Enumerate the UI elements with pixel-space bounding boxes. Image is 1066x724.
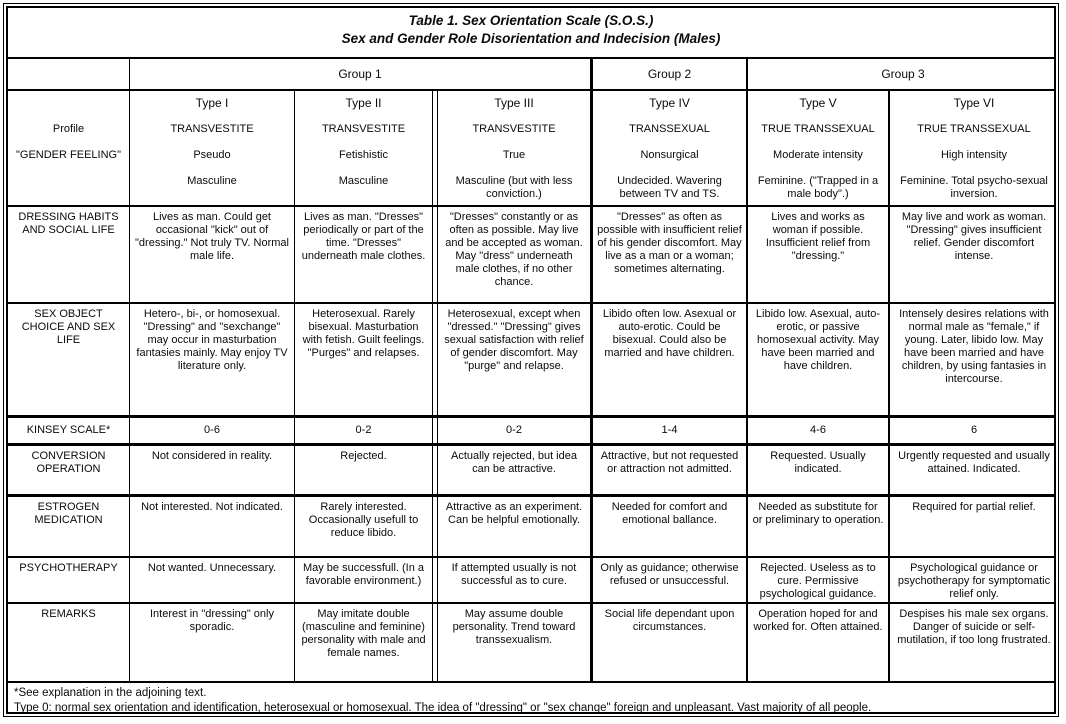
psychotherapy-row bbox=[8, 558, 1054, 604]
type-heading: Type IV bbox=[649, 96, 690, 110]
cell-type-1: Not interested. Not indicated. bbox=[130, 497, 295, 556]
type-category: TRANSSEXUAL bbox=[629, 123, 710, 135]
cell-type-5: Rejected. Useless as to cure. Permissive psychological guidance. bbox=[748, 558, 890, 602]
kinsey-scale-row bbox=[8, 418, 1054, 446]
cell-type-6: Psychological guidance or psychotherapy for symptomatic relief only. bbox=[897, 562, 1051, 600]
type-subtype: Pseudo bbox=[193, 149, 231, 161]
cell-type-2: May imitate double (masculine and feminine) personality with male and female names. bbox=[295, 604, 433, 681]
cell-type-5: Operation hoped for and worked for. Often attained. bbox=[748, 604, 890, 681]
type-subtype: Nonsurgical bbox=[640, 149, 699, 161]
type-category: TRUE TRANSSEXUAL bbox=[761, 123, 875, 135]
sos-table bbox=[6, 6, 1056, 714]
cell-type-5: Lives and works as woman if possible. Insufficient relief from "dressing." bbox=[748, 207, 890, 302]
cell-type-3: Heterosexual, except when "dressed." "Dressing" gives sexual satisfaction with relief of gender discomfort. May "purge" and relapse. bbox=[437, 304, 593, 415]
cell-type-4: 1-4 bbox=[593, 418, 748, 443]
profile-row bbox=[8, 91, 1054, 207]
type-heading: Type V bbox=[799, 96, 837, 110]
profile-row-label bbox=[8, 91, 130, 205]
row-label: SEX OBJECT CHOICE AND SEX LIFE bbox=[8, 304, 130, 415]
cell-type-3: "Dresses" constantly or as often as possible. May live and be accepted as woman. May "dress" underneath male clothes, if no other chance. bbox=[437, 207, 593, 302]
profile-type-1 bbox=[130, 91, 295, 205]
cell-type-3: Attractive as an experiment. Can be helpful emotionally. bbox=[437, 497, 593, 556]
cell-type-4: Only as guidance; otherwise refused or unsuccessful. bbox=[593, 558, 748, 602]
cell-type-3: May assume double personality. Trend toward transsexualism. bbox=[437, 604, 593, 681]
table-title-line2: Sex and Gender Role Disorientation and Indecision (Males) bbox=[341, 31, 721, 46]
cell-type-4: Libido often low. Asexual or auto-erotic. Could be bisexual. Could also be married and have children. bbox=[593, 304, 748, 415]
footnotes bbox=[8, 683, 1054, 714]
profile-type-5 bbox=[748, 91, 890, 205]
type-heading: Type II bbox=[345, 96, 382, 110]
profile-type-2 bbox=[295, 91, 433, 205]
profile-type-3 bbox=[437, 91, 593, 205]
cell-type-2: Rarely interested. Occasionally usefull to reduce libido. bbox=[295, 497, 433, 556]
type-subtype: High intensity bbox=[940, 149, 1008, 161]
cell-type-1: Not considered in reality. bbox=[130, 446, 295, 494]
cell-type-6: Intensely desires relations with normal male as "female," if young. Later, libido low. May have been married and have children, by using fantasies in intercourse. bbox=[899, 308, 1049, 385]
row-label: CONVERSION OPERATION bbox=[8, 446, 130, 494]
cell-type-5: Requested. Usually indicated. bbox=[748, 446, 890, 494]
cell-type-1: Not wanted. Unnecessary. bbox=[130, 558, 295, 602]
conversion-operation-row bbox=[8, 446, 1054, 497]
cell-type-1: Hetero-, bi-, or homosexual. "Dressing" and "sexchange" may occur in masturbation fantasies mainly. May enjoy TV literature only. bbox=[130, 304, 295, 415]
cell-type-5: 4-6 bbox=[748, 418, 890, 443]
group-3-header: Group 3 bbox=[881, 66, 925, 81]
type-heading: Type VI bbox=[953, 96, 995, 110]
type-subtype: Fetishistic bbox=[339, 149, 388, 161]
type-heading: Type I bbox=[195, 96, 229, 110]
type-subtype: True bbox=[502, 149, 526, 161]
profile-type-4 bbox=[593, 91, 748, 205]
group-1-header: Group 1 bbox=[130, 59, 593, 89]
cell-type-6: Despises his male sex organs. Danger of suicide or self-mutilation, if too long frustrated. bbox=[897, 608, 1051, 646]
cell-type-5: Needed as substitute for or preliminary to operation. bbox=[748, 497, 890, 556]
table-title-line1: Table 1. Sex Orientation Scale (S.O.S.) bbox=[408, 13, 654, 28]
row-label: KINSEY SCALE* bbox=[8, 418, 130, 443]
type-category: TRUE TRANSSEXUAL bbox=[917, 123, 1031, 135]
cell-type-4: "Dresses" as often as possible with insufficient relief of his gender discomfort. May live as a man or a woman; sometimes alternating. bbox=[593, 207, 748, 302]
cell-type-4: Attractive, but not requested or attraction not admitted. bbox=[593, 446, 748, 494]
cell-type-4: Needed for comfort and emotional ballance. bbox=[593, 497, 748, 556]
type-category: TRANSVESTITE bbox=[472, 123, 556, 135]
footnote-line2: Type 0: normal sex orientation and identification, heterosexual or homosexual. The idea of "dressing" or "sex change" foreign and unpleasant. Vast majority of all people. bbox=[14, 702, 872, 714]
corner-cell bbox=[8, 59, 130, 89]
cell-type-4: Social life dependant upon circumstances. bbox=[593, 604, 748, 681]
profile-type-6 bbox=[890, 91, 1056, 205]
type-feeling: Masculine bbox=[187, 175, 237, 187]
type-feeling: Feminine. Total psycho-sexual inversion. bbox=[900, 175, 1048, 200]
cell-type-2: Heterosexual. Rarely bisexual. Masturbation with fetish. Guilt feelings. "Purges" and relapses. bbox=[295, 304, 433, 415]
estrogen-medication-row bbox=[8, 497, 1054, 558]
type-category: TRANSVESTITE bbox=[170, 123, 254, 135]
group-header-row bbox=[8, 59, 1054, 91]
type-category: TRANSVESTITE bbox=[321, 123, 406, 135]
cell-type-6: May live and work as woman. "Dressing" gives insufficient relief. Gender discomfort intense. bbox=[901, 211, 1047, 262]
dressing-habits-row bbox=[8, 207, 1054, 304]
cell-type-2: Rejected. bbox=[295, 446, 433, 494]
cell-type-3: If attempted usually is not successful as to cure. bbox=[437, 558, 593, 602]
cell-type-3: 0-2 bbox=[437, 418, 593, 443]
cell-type-2: Lives as man. "Dresses" periodically or part of the time. "Dresses" underneath male clothes. bbox=[295, 207, 433, 302]
remarks-row bbox=[8, 604, 1054, 683]
type-feeling: Masculine (but with less conviction.) bbox=[455, 175, 573, 200]
cell-type-1: Interest in "dressing" only sporadic. bbox=[130, 604, 295, 681]
group-2-header: Group 2 bbox=[593, 59, 748, 89]
table-outer-frame bbox=[3, 3, 1059, 717]
cell-type-6: 6 bbox=[970, 424, 978, 436]
cell-type-6: Urgently requested and usually attained. Indicated. bbox=[898, 450, 1050, 475]
row-label: DRESSING HABITS AND SOCIAL LIFE bbox=[8, 207, 130, 302]
type-feeling: Masculine bbox=[338, 175, 389, 187]
profile-label-line1: Profile bbox=[52, 123, 85, 135]
row-label: PSYCHOTHERAPY bbox=[8, 558, 130, 602]
type-feeling: Feminine. ("Trapped in a male body".) bbox=[757, 175, 879, 200]
cell-type-1: 0-6 bbox=[130, 418, 295, 443]
row-label: REMARKS bbox=[8, 604, 130, 681]
cell-type-3: Actually rejected, but idea can be attractive. bbox=[437, 446, 593, 494]
type-subtype: Moderate intensity bbox=[773, 149, 863, 161]
footnote-line1: *See explanation in the adjoining text. bbox=[14, 687, 207, 699]
cell-type-2: May be successfull. (In a favorable environment.) bbox=[295, 558, 433, 602]
type-feeling: Undecided. Wavering between TV and TS. bbox=[617, 175, 722, 200]
cell-type-5: Libido low. Asexual, auto-erotic, or passive homosexual activity. May have been married and have children. bbox=[748, 304, 890, 415]
row-label: ESTROGEN MEDICATION bbox=[8, 497, 130, 556]
table-title bbox=[8, 8, 1054, 59]
profile-label-line2: "GENDER FEELING" bbox=[16, 149, 121, 161]
sex-object-row bbox=[8, 304, 1054, 418]
type-heading: Type III bbox=[494, 96, 534, 110]
cell-type-1: Lives as man. Could get occasional "kick" out of "dressing." Not truly TV. Normal male life. bbox=[130, 207, 295, 302]
cell-type-6: Required for partial relief. bbox=[912, 501, 1036, 513]
cell-type-2: 0-2 bbox=[295, 418, 433, 443]
